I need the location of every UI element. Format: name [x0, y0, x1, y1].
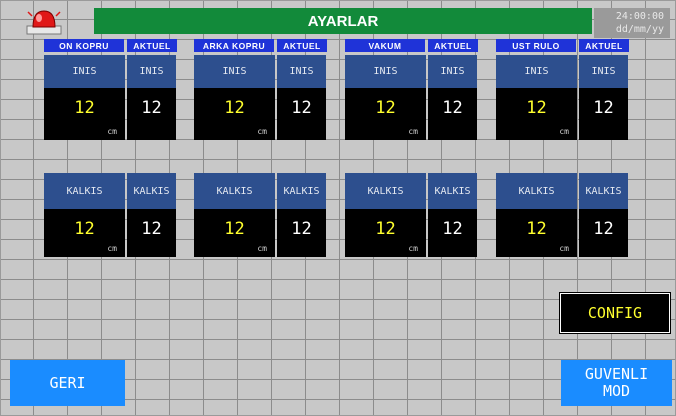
- clock-time: 24:00:00: [615, 11, 664, 22]
- section-ust-rulo-actual-header: AKTUEL: [579, 39, 629, 52]
- arka-kopru-kalkis-setpoint[interactable]: [194, 209, 275, 257]
- arka-kopru-kalkis-actual-value: 12: [291, 219, 312, 239]
- arka-kopru-inis-actual-value: 12: [291, 98, 312, 118]
- vakum-kalkis-setpoint[interactable]: [345, 209, 426, 257]
- arka-kopru-inis-setpoint[interactable]: [194, 88, 275, 140]
- arka-kopru-inis-actual: [277, 88, 326, 140]
- vakum-kalkis-setpoint-value: 12: [375, 219, 396, 239]
- on-kopru-kalkis-setpoint[interactable]: [44, 209, 125, 257]
- vakum-kalkis-label: KALKIS: [345, 173, 426, 210]
- ust-rulo-kalkis-actual-label: KALKIS: [579, 173, 628, 210]
- on-kopru-inis-actual-label: INIS: [127, 55, 176, 89]
- vakum-inis-label: INIS: [345, 55, 426, 89]
- ust-rulo-kalkis-setpoint[interactable]: [496, 209, 577, 257]
- section-arka-kopru-actual-header: AKTUEL: [277, 39, 327, 52]
- vakum-inis-actual-value: 12: [442, 98, 463, 118]
- section-vakum-actual-header: AKTUEL: [428, 39, 478, 52]
- vakum-inis-setpoint-value: 12: [375, 98, 396, 118]
- vakum-kalkis-actual-label: KALKIS: [428, 173, 477, 210]
- ust-rulo-kalkis-actual: [579, 209, 628, 257]
- arka-kopru-inis-setpoint-value: 12: [224, 98, 245, 118]
- arka-kopru-kalkis-actual-label: KALKIS: [277, 173, 326, 210]
- arka-kopru-kalkis-actual: [277, 209, 326, 257]
- arka-kopru-kalkis-unit: cm: [257, 244, 267, 253]
- on-kopru-inis-actual: [127, 88, 176, 140]
- on-kopru-inis-setpoint-value: 12: [74, 98, 95, 118]
- arka-kopru-inis-label: INIS: [194, 55, 275, 89]
- vakum-inis-actual: [428, 88, 477, 140]
- section-ust-rulo-header: UST RULO: [496, 39, 576, 52]
- ust-rulo-inis-setpoint[interactable]: [496, 88, 577, 140]
- ust-rulo-kalkis-actual-value: 12: [593, 219, 614, 239]
- vakum-kalkis-unit: cm: [408, 244, 418, 253]
- on-kopru-kalkis-actual-label: KALKIS: [127, 173, 176, 210]
- clock-display: [594, 8, 670, 38]
- vakum-inis-unit: cm: [408, 127, 418, 136]
- on-kopru-kalkis-actual: [127, 209, 176, 257]
- safe-mode-button[interactable]: GUVENLI MOD: [561, 360, 672, 406]
- section-arka-kopru-header: ARKA KOPRU: [194, 39, 274, 52]
- section-on-kopru-actual-header: AKTUEL: [127, 39, 177, 52]
- arka-kopru-kalkis-setpoint-value: 12: [224, 219, 245, 239]
- ust-rulo-inis-actual: [579, 88, 628, 140]
- arka-kopru-inis-actual-label: INIS: [277, 55, 326, 89]
- on-kopru-inis-actual-value: 12: [141, 98, 162, 118]
- on-kopru-inis-unit: cm: [107, 127, 117, 136]
- on-kopru-inis-label: INIS: [44, 55, 125, 89]
- on-kopru-kalkis-unit: cm: [107, 244, 117, 253]
- alarm-beacon-icon[interactable]: [24, 6, 64, 36]
- ust-rulo-kalkis-setpoint-value: 12: [526, 219, 547, 239]
- on-kopru-inis-setpoint[interactable]: [44, 88, 125, 140]
- vakum-kalkis-actual-value: 12: [442, 219, 463, 239]
- ust-rulo-inis-actual-label: INIS: [579, 55, 628, 89]
- on-kopru-kalkis-setpoint-value: 12: [74, 219, 95, 239]
- on-kopru-kalkis-label: KALKIS: [44, 173, 125, 210]
- ust-rulo-inis-setpoint-value: 12: [526, 98, 547, 118]
- arka-kopru-kalkis-label: KALKIS: [194, 173, 275, 210]
- section-on-kopru-header: ON KOPRU: [44, 39, 124, 52]
- ust-rulo-kalkis-label: KALKIS: [496, 173, 577, 210]
- vakum-inis-setpoint[interactable]: [345, 88, 426, 140]
- vakum-kalkis-actual: [428, 209, 477, 257]
- ust-rulo-kalkis-unit: cm: [559, 244, 569, 253]
- ust-rulo-inis-actual-value: 12: [593, 98, 614, 118]
- page-title: AYARLAR: [94, 8, 592, 34]
- vakum-inis-actual-label: INIS: [428, 55, 477, 89]
- on-kopru-kalkis-actual-value: 12: [141, 219, 162, 239]
- section-vakum-header: VAKUM: [345, 39, 425, 52]
- ust-rulo-inis-unit: cm: [559, 127, 569, 136]
- back-button[interactable]: GERI: [10, 360, 125, 406]
- ust-rulo-inis-label: INIS: [496, 55, 577, 89]
- clock-date: dd/mm/yy: [615, 24, 664, 35]
- config-button[interactable]: CONFIG: [560, 293, 670, 333]
- arka-kopru-inis-unit: cm: [257, 127, 267, 136]
